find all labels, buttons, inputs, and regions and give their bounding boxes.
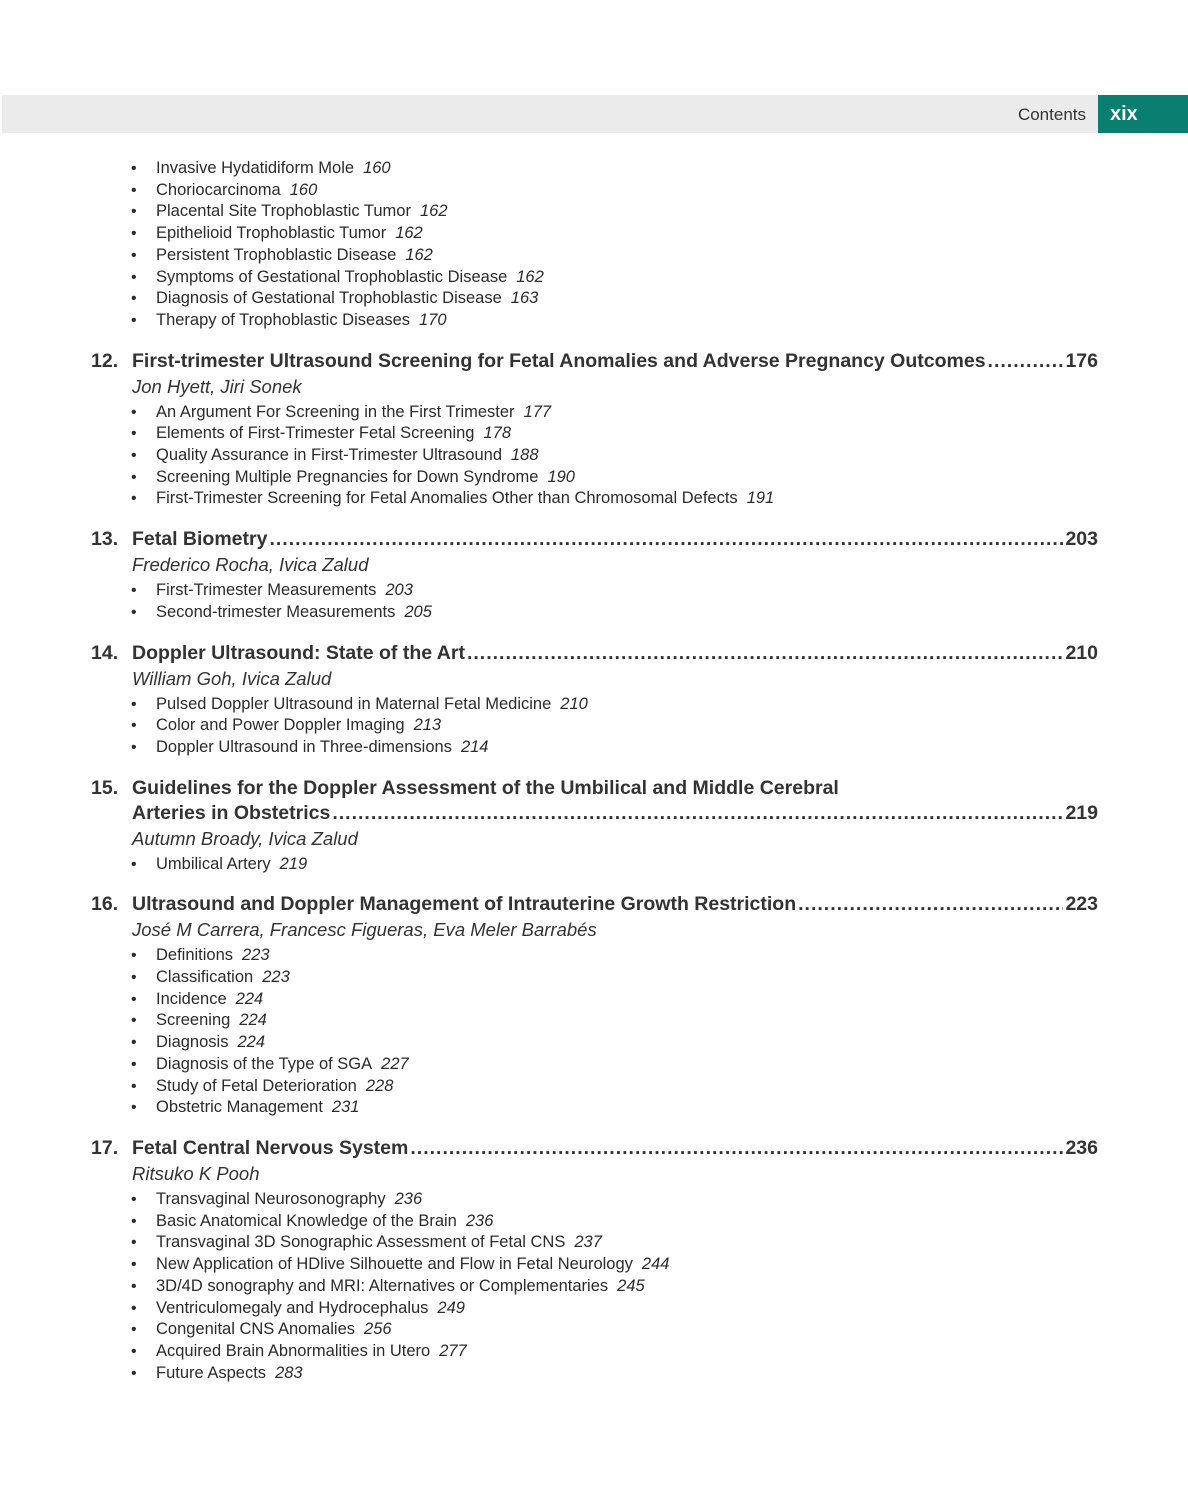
chapter-title-line1: Guidelines for the Doppler Assessment of the Umbilical and Middle Cerebral	[132, 776, 839, 799]
topic-item[interactable]	[131, 180, 1098, 202]
topic-page: 224	[237, 1033, 265, 1052]
topic-title: Diagnosis of Gestational Trophoblastic Disease	[156, 289, 502, 308]
topic-page: 224	[235, 989, 264, 1008]
topic-page: 162	[405, 245, 433, 264]
dot-leader	[467, 641, 1064, 666]
topic-item[interactable]	[131, 310, 1098, 332]
topic-item[interactable]	[131, 1032, 1098, 1054]
chapter-entry	[91, 641, 1098, 759]
dot-leader	[410, 1136, 1063, 1161]
topic-item[interactable]	[131, 1363, 1098, 1385]
topic-item[interactable]	[131, 245, 1098, 267]
chapter-number: 16.	[91, 893, 119, 916]
topic-title: New Application of HDlive Silhouette and Flow in Fetal Neurology	[156, 1255, 633, 1274]
chapter-page: 203	[1065, 528, 1098, 551]
topic-title: Elements of First-Trimester Fetal Screening	[156, 424, 475, 443]
topic-list	[91, 158, 1098, 332]
topic-title: Definitions	[156, 946, 234, 965]
topic-item[interactable]	[131, 945, 1098, 967]
topic-title: Screening Multiple Pregnancies for Down Syndrome	[156, 467, 539, 486]
topic-title: First-Trimester Measurements	[156, 581, 377, 600]
topic-list	[91, 1189, 1098, 1384]
topic-item[interactable]	[131, 423, 1098, 445]
topic-title: Color and Power Doppler Imaging	[156, 716, 405, 735]
topic-page: 210	[560, 694, 588, 713]
topic-item[interactable]	[131, 158, 1098, 180]
topic-title: Invasive Hydatidiform Mole	[156, 159, 355, 177]
topic-page: 244	[641, 1255, 670, 1274]
chapter-page: 210	[1065, 641, 1098, 664]
chapter-number: 15.	[91, 776, 119, 799]
topic-page: 214	[460, 737, 489, 756]
topic-page: 256	[364, 1320, 392, 1339]
topic-title: Basic Anatomical Knowledge of the Brain	[156, 1211, 457, 1230]
topic-list	[91, 854, 1098, 876]
topic-title: Pulsed Doppler Ultrasound in Maternal Fetal Medicine	[156, 694, 552, 713]
topic-list	[91, 694, 1098, 759]
topic-page: 177	[523, 402, 552, 421]
topic-title: Diagnosis	[156, 1033, 229, 1052]
chapter-page: 236	[1065, 1136, 1098, 1159]
topic-item[interactable]	[131, 488, 1098, 510]
topic-item[interactable]	[131, 1010, 1098, 1032]
chapter-heading[interactable]	[91, 776, 1098, 801]
topic-item[interactable]	[131, 580, 1098, 602]
topic-page: 245	[617, 1276, 645, 1295]
topic-item[interactable]	[131, 715, 1098, 737]
topic-item[interactable]	[131, 1254, 1098, 1276]
topic-list	[91, 945, 1098, 1119]
chapter-heading-line2[interactable]	[91, 801, 1098, 826]
chapter-entry	[91, 892, 1098, 1119]
chapter-title: Fetal Biometry	[132, 528, 268, 551]
topic-page: 249	[437, 1298, 465, 1317]
topic-list	[91, 580, 1098, 623]
topic-page: 277	[439, 1341, 467, 1360]
dot-leader	[798, 892, 1063, 917]
topic-page: 190	[547, 467, 575, 486]
topic-page: 236	[394, 1189, 423, 1208]
topic-page: 237	[574, 1233, 602, 1252]
topic-page: 219	[279, 854, 308, 873]
topic-item[interactable]	[131, 288, 1098, 310]
topic-page: 223	[242, 946, 270, 965]
topic-title: Ventriculomegaly and Hydrocephalus	[156, 1298, 429, 1317]
chapter-heading[interactable]	[91, 349, 1098, 374]
topic-title: Classification	[156, 968, 254, 987]
topic-item[interactable]	[131, 402, 1098, 424]
topic-title: Study of Fetal Deterioration	[156, 1076, 357, 1095]
topic-item[interactable]	[131, 694, 1098, 716]
topic-page: 213	[413, 716, 442, 735]
topic-item[interactable]	[131, 602, 1098, 624]
chapter-number: 17.	[91, 1136, 119, 1159]
topic-title: Placental Site Trophoblastic Tumor	[156, 202, 411, 221]
topic-item[interactable]	[131, 1189, 1098, 1211]
topic-item[interactable]	[131, 737, 1098, 759]
topic-page: 283	[275, 1363, 303, 1382]
topic-item[interactable]	[131, 445, 1098, 467]
topic-item[interactable]	[131, 1232, 1098, 1254]
topic-title: Obstetric Management	[156, 1098, 323, 1117]
chapter-authors: Autumn Broady, Ivica Zalud	[132, 827, 358, 849]
topic-item[interactable]	[131, 467, 1098, 489]
dot-leader	[332, 801, 1063, 826]
topic-item[interactable]	[131, 267, 1098, 289]
topic-title: Second-trimester Measurements	[156, 602, 396, 621]
topic-title: Screening	[156, 1011, 231, 1030]
topic-title: 3D/4D sonography and MRI: Alternatives or Complementaries	[156, 1276, 609, 1295]
topic-title: Therapy of Trophoblastic Diseases	[156, 310, 411, 329]
topic-item[interactable]	[131, 1319, 1098, 1341]
topic-title: Umbilical Artery	[156, 854, 271, 873]
topic-page: 162	[516, 267, 544, 286]
topic-item[interactable]	[131, 1076, 1098, 1098]
topic-title: Acquired Brain Abnormalities in Utero	[156, 1341, 431, 1360]
chapter-title: Ultrasound and Doppler Management of Intrauterine Growth Restriction	[132, 893, 797, 916]
page-number-badge: xix	[1098, 95, 1188, 133]
topic-page: 160	[363, 159, 391, 177]
chapter-title: First-trimester Ultrasound Screening for Fetal Anomalies and Adverse Pregnancy Outcomes	[132, 349, 986, 372]
chapter-entry	[91, 776, 1098, 876]
chapter-page: 223	[1065, 893, 1098, 916]
chapter-entry	[91, 527, 1098, 623]
chapter-heading[interactable]	[91, 641, 1098, 666]
chapter-heading[interactable]	[91, 1136, 1098, 1161]
chapter-authors: José M Carrera, Francesc Figueras, Eva Meler Barrabés	[132, 919, 597, 941]
topic-page: 231	[331, 1098, 360, 1117]
chapter-page: 176	[1065, 349, 1098, 372]
topic-title: Quality Assurance in First-Trimester Ultrasound	[156, 446, 502, 465]
topic-title: Future Aspects	[156, 1363, 267, 1382]
topic-item[interactable]	[131, 1097, 1098, 1119]
chapter-authors: Jon Hyett, Jiri Sonek	[132, 375, 302, 397]
topic-page: 205	[404, 602, 432, 621]
topic-title: An Argument For Screening in the First Trimester	[156, 402, 515, 421]
chapter-authors: Ritsuko K Pooh	[132, 1162, 260, 1184]
chapter-page: 219	[1065, 801, 1098, 824]
topic-list	[91, 402, 1098, 511]
topic-page: 203	[385, 581, 413, 600]
topic-title: First-Trimester Screening for Fetal Anomalies Other than Chromosomal Defects	[156, 489, 738, 508]
dot-leader	[269, 527, 1063, 552]
topic-item[interactable]	[131, 989, 1098, 1011]
topic-item[interactable]	[131, 223, 1098, 245]
chapter-heading[interactable]	[91, 527, 1098, 552]
chapter-number: 14.	[91, 641, 119, 664]
topic-item[interactable]	[131, 201, 1098, 223]
topic-page: 236	[465, 1211, 494, 1230]
topic-item[interactable]	[131, 1341, 1098, 1363]
topic-title: Congenital CNS Anomalies	[156, 1320, 356, 1339]
topic-page: 160	[289, 180, 318, 199]
topic-page: 178	[483, 424, 512, 443]
chapter-list	[91, 349, 1098, 1385]
chapter-authors: Frederico Rocha, Ivica Zalud	[132, 554, 369, 576]
chapter-entry	[91, 349, 1098, 511]
chapter-entry	[91, 1136, 1098, 1384]
topic-title: Epithelioid Trophoblastic Tumor	[156, 224, 387, 243]
topic-item[interactable]	[131, 854, 1098, 876]
topic-page: 227	[381, 1054, 409, 1073]
topic-page: 188	[511, 446, 539, 465]
topic-item[interactable]	[131, 1298, 1098, 1320]
running-header-band	[2, 95, 1098, 133]
topic-title: Incidence	[156, 989, 227, 1008]
chapter-title: Fetal Central Nervous System	[132, 1136, 409, 1159]
chapter-title-line2: Arteries in Obstetrics	[132, 801, 331, 824]
topic-page: 162	[395, 224, 423, 243]
chapter-number: 12.	[91, 349, 119, 372]
topic-item[interactable]	[131, 1276, 1098, 1298]
topic-page: 228	[365, 1076, 394, 1095]
chapter-heading[interactable]	[91, 892, 1098, 917]
dot-leader	[988, 349, 1064, 374]
topic-title: Doppler Ultrasound in Three-dimensions	[156, 737, 452, 756]
topic-title: Transvaginal Neurosonography	[156, 1189, 386, 1208]
table-of-contents	[91, 158, 1098, 1384]
topic-title: Symptoms of Gestational Trophoblastic Disease	[156, 267, 508, 286]
topic-item[interactable]	[131, 967, 1098, 989]
topic-item[interactable]	[131, 1211, 1098, 1233]
topic-page: 170	[419, 310, 447, 329]
topic-title: Diagnosis of the Type of SGA	[156, 1054, 373, 1073]
chapter-number: 13.	[91, 528, 119, 551]
topic-title: Persistent Trophoblastic Disease	[156, 245, 397, 264]
topic-title: Transvaginal 3D Sonographic Assessment of Fetal CNS	[156, 1233, 566, 1252]
running-header-label: Contents	[1017, 105, 1086, 124]
topic-page: 224	[239, 1011, 267, 1030]
topic-title: Choriocarcinoma	[156, 180, 281, 199]
topic-page: 162	[419, 202, 448, 221]
chapter-title: Doppler Ultrasound: State of the Art	[132, 641, 465, 664]
topic-page: 223	[262, 968, 290, 987]
chapter-authors: William Goh, Ivica Zalud	[132, 667, 332, 689]
topic-item[interactable]	[131, 1054, 1098, 1076]
topic-page: 163	[510, 289, 539, 308]
topic-page: 191	[746, 489, 775, 508]
